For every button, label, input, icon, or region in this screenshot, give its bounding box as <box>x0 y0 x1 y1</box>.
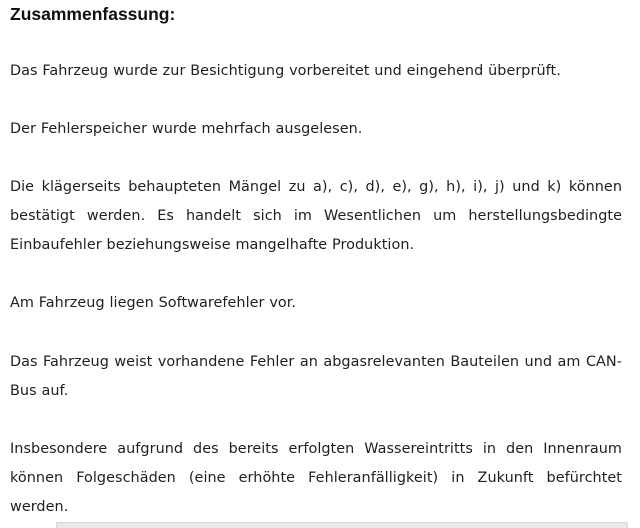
bottom-panel-edge <box>56 522 628 528</box>
paragraph-defects-confirmed: Die klägerseits behaupteten Mängel zu a), c), d), e), g), h), i), j) und k) können bestätigt werden. Es handelt sich im Wesentlichen um herstellungsbedingte Einbaufehler beziehungsweise mangelhafte Produktion. <box>10 179 622 253</box>
paragraph-fault-memory: Der Fehlerspeicher wurde mehrfach ausgelesen. <box>10 121 363 137</box>
paragraph-software-errors: Am Fahrzeug liegen Softwarefehler vor. <box>10 295 297 311</box>
paragraph-inspection: Das Fahrzeug wurde zur Besichtigung vorbereitet und eingehend überprüft. <box>10 63 561 79</box>
paragraph-emission-can-bus: Das Fahrzeug weist vorhandene Fehler an abgasrelevanten Bauteilen und am CAN-Bus auf. <box>10 354 622 399</box>
summary-heading: Zusammenfassung: <box>10 4 176 24</box>
paragraph-water-damage: Insbesondere aufgrund des bereits erfolgten Wassereintritts in den Innenraum können Folgeschäden (eine erhöhte Fehleranfälligkeit) in Zukunft befürchtet werden. <box>10 441 622 515</box>
